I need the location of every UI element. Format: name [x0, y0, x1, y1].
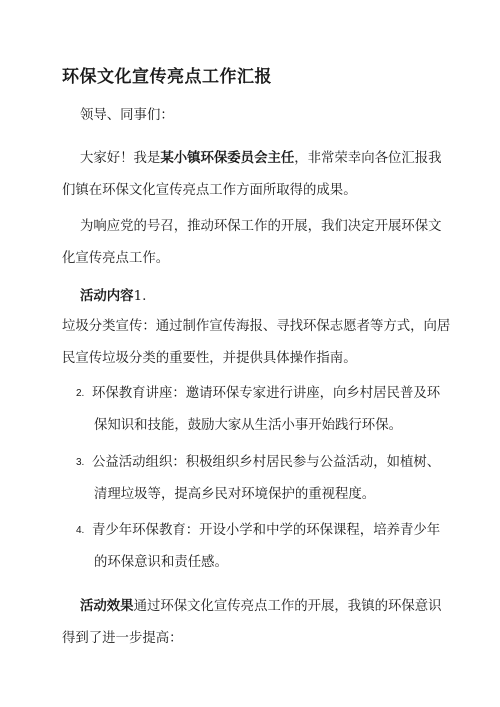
- list-item-line-1: 垃圾分类宣传：通过制作宣传海报、寻找环保志愿者等方式，向居: [62, 319, 451, 334]
- list-item-line-2: 清理垃圾等，提高乡民对环境保护的重视程度。: [94, 487, 376, 502]
- effects-text: 通过环保文化宣传亮点工作的开展，我镇的环保意识: [133, 599, 442, 614]
- page-title: 环保文化宣传亮点工作汇报: [62, 67, 272, 87]
- section-effects: [62, 590, 462, 655]
- section-heading-content: [80, 280, 146, 313]
- salutation: 领导、同事们：: [80, 108, 174, 123]
- effects-line-2: 得到了进一步提高：: [62, 631, 183, 646]
- purpose-line-2: 化宣传亮点工作。: [62, 251, 170, 266]
- list-number: 4.: [76, 525, 85, 536]
- intro-suffix: ，非常荣幸向各位汇报我: [294, 151, 442, 166]
- purpose-line-1: 为响应党的号召，推动环保工作的开展，我们决定开展环保文: [80, 219, 442, 234]
- section-heading-content-text: 活动内容: [80, 288, 134, 304]
- list-item-line-2: 保知识和技能，鼓励大家从生活小事开始践行环保。: [94, 418, 402, 433]
- list-number: 3.: [76, 457, 85, 468]
- list-item-line-1: 环保教育讲座：邀请环保专家进行讲座，向乡村居民普及环: [92, 386, 441, 401]
- list-item-line-2: 的环保意识和责任感。: [94, 555, 228, 570]
- purpose-paragraph: [62, 211, 452, 275]
- intro-role-bold: 某小镇环保委员会主任: [160, 150, 295, 166]
- section-heading-num: 1.: [133, 289, 147, 304]
- list-item-line-1: 公益活动组织：积极组织乡村居民参与公益活动，如植树、: [92, 455, 441, 470]
- list-item-line-2: 民宣传垃圾分类的重要性，并提供具体操作指南。: [62, 351, 357, 366]
- list-number: 2.: [76, 388, 85, 399]
- list-item-line-1: 青少年环保教育：开设小学和中学的环保课程，培养青少年: [92, 523, 441, 538]
- intro-line-1: [62, 142, 452, 175]
- section-heading-effects: 活动效果: [80, 598, 134, 614]
- intro-line-2: 们镇在环保文化宣传亮点工作方面所取得的成果。: [62, 183, 357, 198]
- list-item: [62, 311, 452, 375]
- effects-line-1: [62, 590, 462, 623]
- intro-prefix: 大家好！我是: [80, 151, 161, 166]
- intro-paragraph: [62, 142, 452, 207]
